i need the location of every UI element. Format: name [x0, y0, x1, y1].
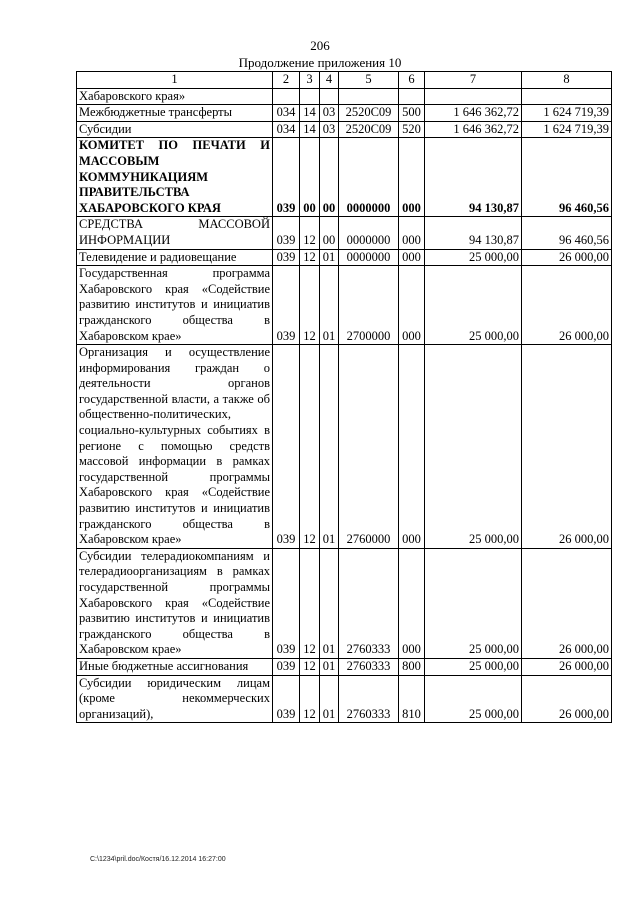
target-article-code: 0000000 — [339, 138, 399, 217]
admin-code: 034 — [273, 121, 300, 138]
expense-type-code: 000 — [399, 266, 425, 345]
table-row — [77, 88, 612, 105]
amount-col8: 1 624 719,39 — [522, 105, 612, 122]
target-article-code: 2760333 — [339, 658, 399, 675]
column-header: 8 — [522, 72, 612, 89]
admin-code: 039 — [273, 217, 300, 249]
amount-col7: 25 000,00 — [425, 266, 522, 345]
row-name: СРЕДСТВА МАССОВОЙ ИНФОРМАЦИИ — [77, 217, 273, 249]
subsection-code: 03 — [320, 121, 339, 138]
section-code — [300, 88, 320, 105]
amount-col7: 94 130,87 — [425, 217, 522, 249]
column-number-row — [77, 72, 612, 89]
row-name: Хабаровского края» — [77, 88, 273, 105]
target-article-code: 2520С09 — [339, 105, 399, 122]
amount-col8: 96 460,56 — [522, 217, 612, 249]
table-row — [77, 266, 612, 345]
table-row — [77, 217, 612, 249]
expense-type-code: 000 — [399, 217, 425, 249]
table-row — [77, 548, 612, 658]
target-article-code: 2760333 — [339, 548, 399, 658]
amount-col7: 25 000,00 — [425, 345, 522, 549]
subsection-code: 01 — [320, 249, 339, 266]
expense-type-code: 500 — [399, 105, 425, 122]
amount-col7: 94 130,87 — [425, 138, 522, 217]
column-header: 3 — [300, 72, 320, 89]
table-row — [77, 121, 612, 138]
target-article-code: 2760333 — [339, 675, 399, 723]
table-row — [77, 249, 612, 266]
budget-table — [76, 71, 612, 723]
section-code: 12 — [300, 217, 320, 249]
row-name: Субсидии юридическим лицам (кроме некоммерческих организаций), — [77, 675, 273, 723]
target-article-code: 0000000 — [339, 217, 399, 249]
section-code: 12 — [300, 249, 320, 266]
row-name: Межбюджетные трансферты — [77, 105, 273, 122]
amount-col8: 96 460,56 — [522, 138, 612, 217]
table-row — [77, 675, 612, 723]
file-path-footer: C:\1234\pril.doc/Костя/16.12.2014 16:27:00 — [90, 856, 226, 863]
column-header: 6 — [399, 72, 425, 89]
table-row — [77, 105, 612, 122]
amount-col7: 25 000,00 — [425, 675, 522, 723]
subsection-code: 01 — [320, 548, 339, 658]
row-name: Субсидии — [77, 121, 273, 138]
section-code: 12 — [300, 658, 320, 675]
admin-code: 039 — [273, 266, 300, 345]
amount-col7: 25 000,00 — [425, 658, 522, 675]
table-row — [77, 658, 612, 675]
section-code: 00 — [300, 138, 320, 217]
column-header: 1 — [77, 72, 273, 89]
subsection-code: 03 — [320, 105, 339, 122]
section-code: 12 — [300, 345, 320, 549]
admin-code: 039 — [273, 345, 300, 549]
amount-col8: 26 000,00 — [522, 548, 612, 658]
subsection-code: 00 — [320, 138, 339, 217]
amount-col7: 1 646 362,72 — [425, 121, 522, 138]
table-row — [77, 138, 612, 217]
admin-code: 039 — [273, 675, 300, 723]
expense-type-code: 000 — [399, 138, 425, 217]
section-code: 14 — [300, 121, 320, 138]
amount-col8: 26 000,00 — [522, 658, 612, 675]
target-article-code: 2520С09 — [339, 121, 399, 138]
admin-code — [273, 88, 300, 105]
row-name: КОМИТЕТ ПО ПЕЧАТИ И МАССОВЫМ КОММУНИКАЦИЯМ ПРАВИТЕЛЬСТВА ХАБАРОВСКОГО КРАЯ — [77, 138, 273, 217]
amount-col8: 26 000,00 — [522, 345, 612, 549]
expense-type-code: 810 — [399, 675, 425, 723]
amount-col8: 26 000,00 — [522, 266, 612, 345]
expense-type-code — [399, 88, 425, 105]
column-header: 7 — [425, 72, 522, 89]
row-name: Телевидение и радиовещание — [77, 249, 273, 266]
subsection-code: 01 — [320, 345, 339, 549]
amount-col7: 25 000,00 — [425, 249, 522, 266]
expense-type-code: 000 — [399, 345, 425, 549]
admin-code: 034 — [273, 105, 300, 122]
section-code: 12 — [300, 548, 320, 658]
amount-col7 — [425, 88, 522, 105]
amount-col7: 25 000,00 — [425, 548, 522, 658]
target-article-code: 0000000 — [339, 249, 399, 266]
admin-code: 039 — [273, 658, 300, 675]
column-header: 4 — [320, 72, 339, 89]
amount-col8: 26 000,00 — [522, 249, 612, 266]
subsection-code: 00 — [320, 217, 339, 249]
subsection-code — [320, 88, 339, 105]
expense-type-code: 000 — [399, 249, 425, 266]
column-header: 2 — [273, 72, 300, 89]
amount-col8: 26 000,00 — [522, 675, 612, 723]
amount-col7: 1 646 362,72 — [425, 105, 522, 122]
section-code: 12 — [300, 675, 320, 723]
amount-col8: 1 624 719,39 — [522, 121, 612, 138]
row-name: Организация и осуществление информирования граждан о деятельности органов государственной власти, а также об общественно-политических, социально-культурных событиях в регионе с помощью средств массовой информации в рамках государственной программы Хабаровского края «Содействие развитию институтов и инициатив гражданского общества в Хабаровском крае» — [77, 345, 273, 549]
expense-type-code: 800 — [399, 658, 425, 675]
target-article-code: 2700000 — [339, 266, 399, 345]
subsection-code: 01 — [320, 675, 339, 723]
expense-type-code: 520 — [399, 121, 425, 138]
expense-type-code: 000 — [399, 548, 425, 658]
subsection-code: 01 — [320, 266, 339, 345]
subsection-code: 01 — [320, 658, 339, 675]
admin-code: 039 — [273, 138, 300, 217]
page-number: 206 — [310, 38, 330, 53]
column-header: 5 — [339, 72, 399, 89]
row-name: Субсидии телерадиокомпаниям и телерадиоорганизациям в рамках государственной программы Хабаровского края «Содействие развитию институтов и инициатив гражданского общества в Хабаровском крае» — [77, 548, 273, 658]
section-code: 12 — [300, 266, 320, 345]
table-row — [77, 345, 612, 549]
amount-col8 — [522, 88, 612, 105]
appendix-continuation-title: Продолжение приложения 10 — [238, 55, 402, 70]
target-article-code: 2760000 — [339, 345, 399, 549]
section-code: 14 — [300, 105, 320, 122]
row-name: Иные бюджетные ассигнования — [77, 658, 273, 675]
admin-code: 039 — [273, 548, 300, 658]
target-article-code — [339, 88, 399, 105]
row-name: Государственная программа Хабаровского края «Содействие развитию институтов и инициатив гражданского общества в Хабаровском крае» — [77, 266, 273, 345]
admin-code: 039 — [273, 249, 300, 266]
